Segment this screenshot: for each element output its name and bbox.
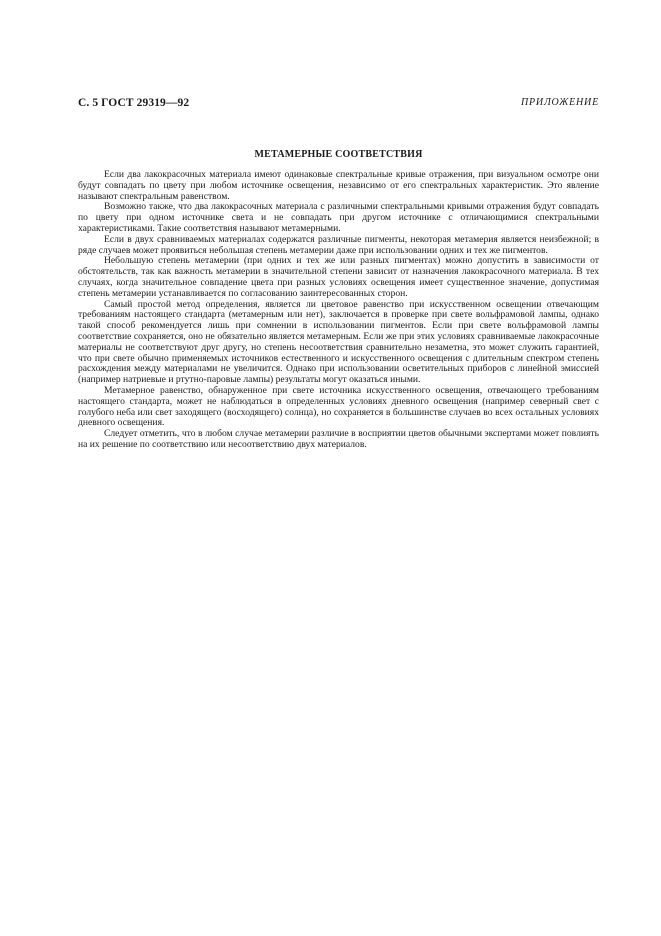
paragraph: Если в двух сравниваемых материалах содержатся различные пигменты, некоторая метамерия является неизбежной; в ряде случаев может проявиться небольшая степень метамерии даже при использовании одних и тех же пигментов. [78, 233, 599, 256]
paragraph: Следует отметить, что в любом случае метамерии различие в восприятии цветов обычными экспертами может повлиять на их решение по соответствию или несоответствию двух материалов. [78, 428, 599, 450]
section-title: МЕТАМЕРНЫЕ СООТВЕТСТВИЯ [254, 149, 423, 160]
paragraph: Метамерное равенство, обнаруженное при свете источника искусственного освещения, отвечающего требованиям настоящего стандарта, может не наблюдаться в определенных условиях дневного освещения (например северный свет с голубого неба или свет заходящего (восходящего) солнца), но сохраняется в большинстве случаев во всех остальных условиях дневного освещения. [78, 384, 599, 429]
paragraph: Самый простой метод определения, является ли цветовое равенство при искусственном освещении отвечающим требованиям настоящего стандарта (метамерным или нет), заключается в проверке при свете вольфрамовой лампы, однако такой способ рекомендуется лишь при сомнении в использовании пигментов. Если при свете вольфрамовой лампы соответствие сохраняется, оно не обязательно является метамерным. Если же при этих условиях сравниваемые лакокрасочные материалы не соответствуют друг другу, но степень несоответствия сравнительно незаметна, это может служить гарантией, что при свете обычно применяемых источников естественного и искусственного освещения с длительным спектром степень расхождения между материалами не увеличится. Однако при использовании осветительных приборов с линейной эмиссией (например натриевые и ртутно-паровые лампы) результаты могут оказаться иными. [78, 298, 599, 386]
paragraph: Возможно также, что два лакокрасочных материала с различными спектральными кривыми отражения будут совпадать по цвету при одном источнике света и не совпадать при другом источнике с отличающимися спектральными характеристиками. Такие соответствия называют метамерными. [78, 201, 599, 234]
paragraph: Если два лакокрасочных материала имеют одинаковые спектральные кривые отражения, при визуальном осмотре они будут совпадать по цвету при любом источнике освещения, независимо от его спектральных характеристик. Это явление называют спектральным равенством. [78, 169, 599, 202]
appendix-label: ПРИЛОЖЕНИЕ [521, 97, 599, 108]
page-header: С. 5 ГОСТ 29319—92 [78, 97, 190, 109]
paragraph: Небольшую степень метамерии (при одних и тех же или разных пигментах) можно допустить в зависимости от обстоятельств, так как важность метамерии в значительной степени зависит от назначения лакокрасочного материала. В тех случаях, когда значительное совпадение цвета при разных условиях освещения имеет существенное значение, допустимая степень метамерии устанавливается по согласованию заинтересованных сторон. [78, 255, 599, 299]
body-text [78, 170, 599, 451]
